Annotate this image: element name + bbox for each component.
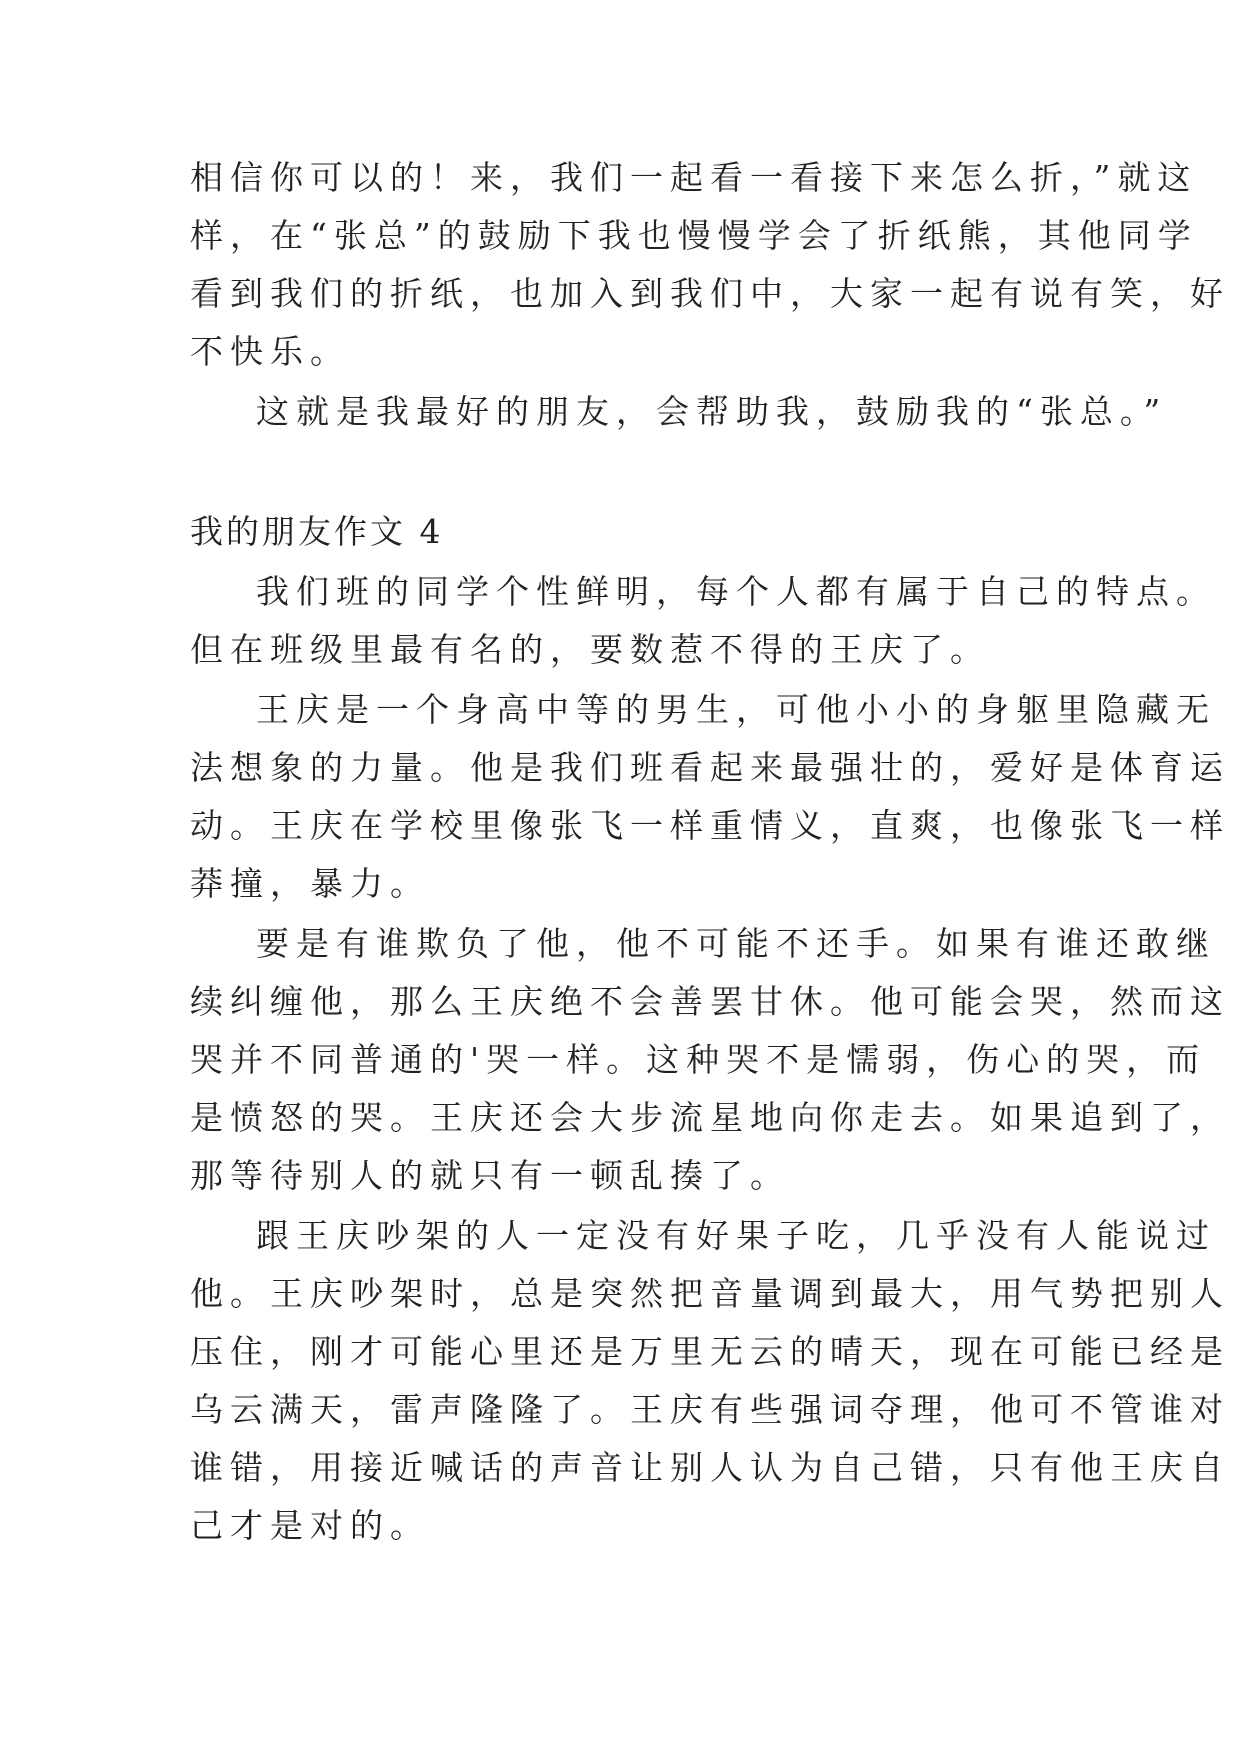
text-line: 要是有谁欺负了他，他不可能不还手。如果有谁还敢继 [256,924,1216,963]
section-heading: 我的朋友作文 4 [190,512,444,551]
text-line: 看到我们的折纸，也加入到我们中，大家一起有说有笑，好 [190,274,1230,313]
text-line: 王庆是一个身高中等的男生，可他小小的身躯里隐藏无 [256,690,1216,729]
text-line: 那等待别人的就只有一顿乱揍了。 [190,1156,790,1195]
text-line: 乌云满天，雷声隆隆了。王庆有些强词夺理，他可不管谁对 [190,1390,1230,1429]
text-line: 但在班级里最有名的，要数惹不得的王庆了。 [190,630,990,669]
text-line: 己才是对的。 [190,1506,430,1545]
text-line: 法想象的力量。他是我们班看起来最强壮的，爱好是体育运 [190,748,1230,787]
text-line: 他。王庆吵架时，总是突然把音量调到最大，用气势把别人 [190,1274,1230,1313]
text-line: 谁错，用接近喊话的声音让别人认为自己错，只有他王庆自 [190,1448,1230,1487]
text-line: 这就是我最好的朋友，会帮助我，鼓励我的“张总。” [256,392,1168,431]
text-line: 莽撞，暴力。 [190,864,430,903]
text-line: 跟王庆吵架的人一定没有好果子吃，几乎没有人能说过 [256,1216,1216,1255]
text-line: 压住，刚才可能心里还是万里无云的晴天，现在可能已经是 [190,1332,1230,1371]
text-line: 续纠缠他，那么王庆绝不会善罢甘休。他可能会哭，然而这 [190,982,1230,1021]
text-line: 我们班的同学个性鲜明，每个人都有属于自己的特点。 [256,572,1216,611]
text-line: 哭并不同普通的'哭一样。这种哭不是懦弱，伤心的哭，而 [190,1040,1207,1079]
text-line: 样，在“张总”的鼓励下我也慢慢学会了折纸熊，其他同学 [190,216,1198,255]
text-line: 是愤怒的哭。王庆还会大步流星地向你走去。如果追到了， [190,1098,1230,1137]
text-line: 相信你可以的！来，我们一起看一看接下来怎么折，”就这 [190,158,1198,197]
text-line: 不快乐。 [190,332,350,371]
text-line: 动。王庆在学校里像张飞一样重情义，直爽，也像张飞一样 [190,806,1230,845]
